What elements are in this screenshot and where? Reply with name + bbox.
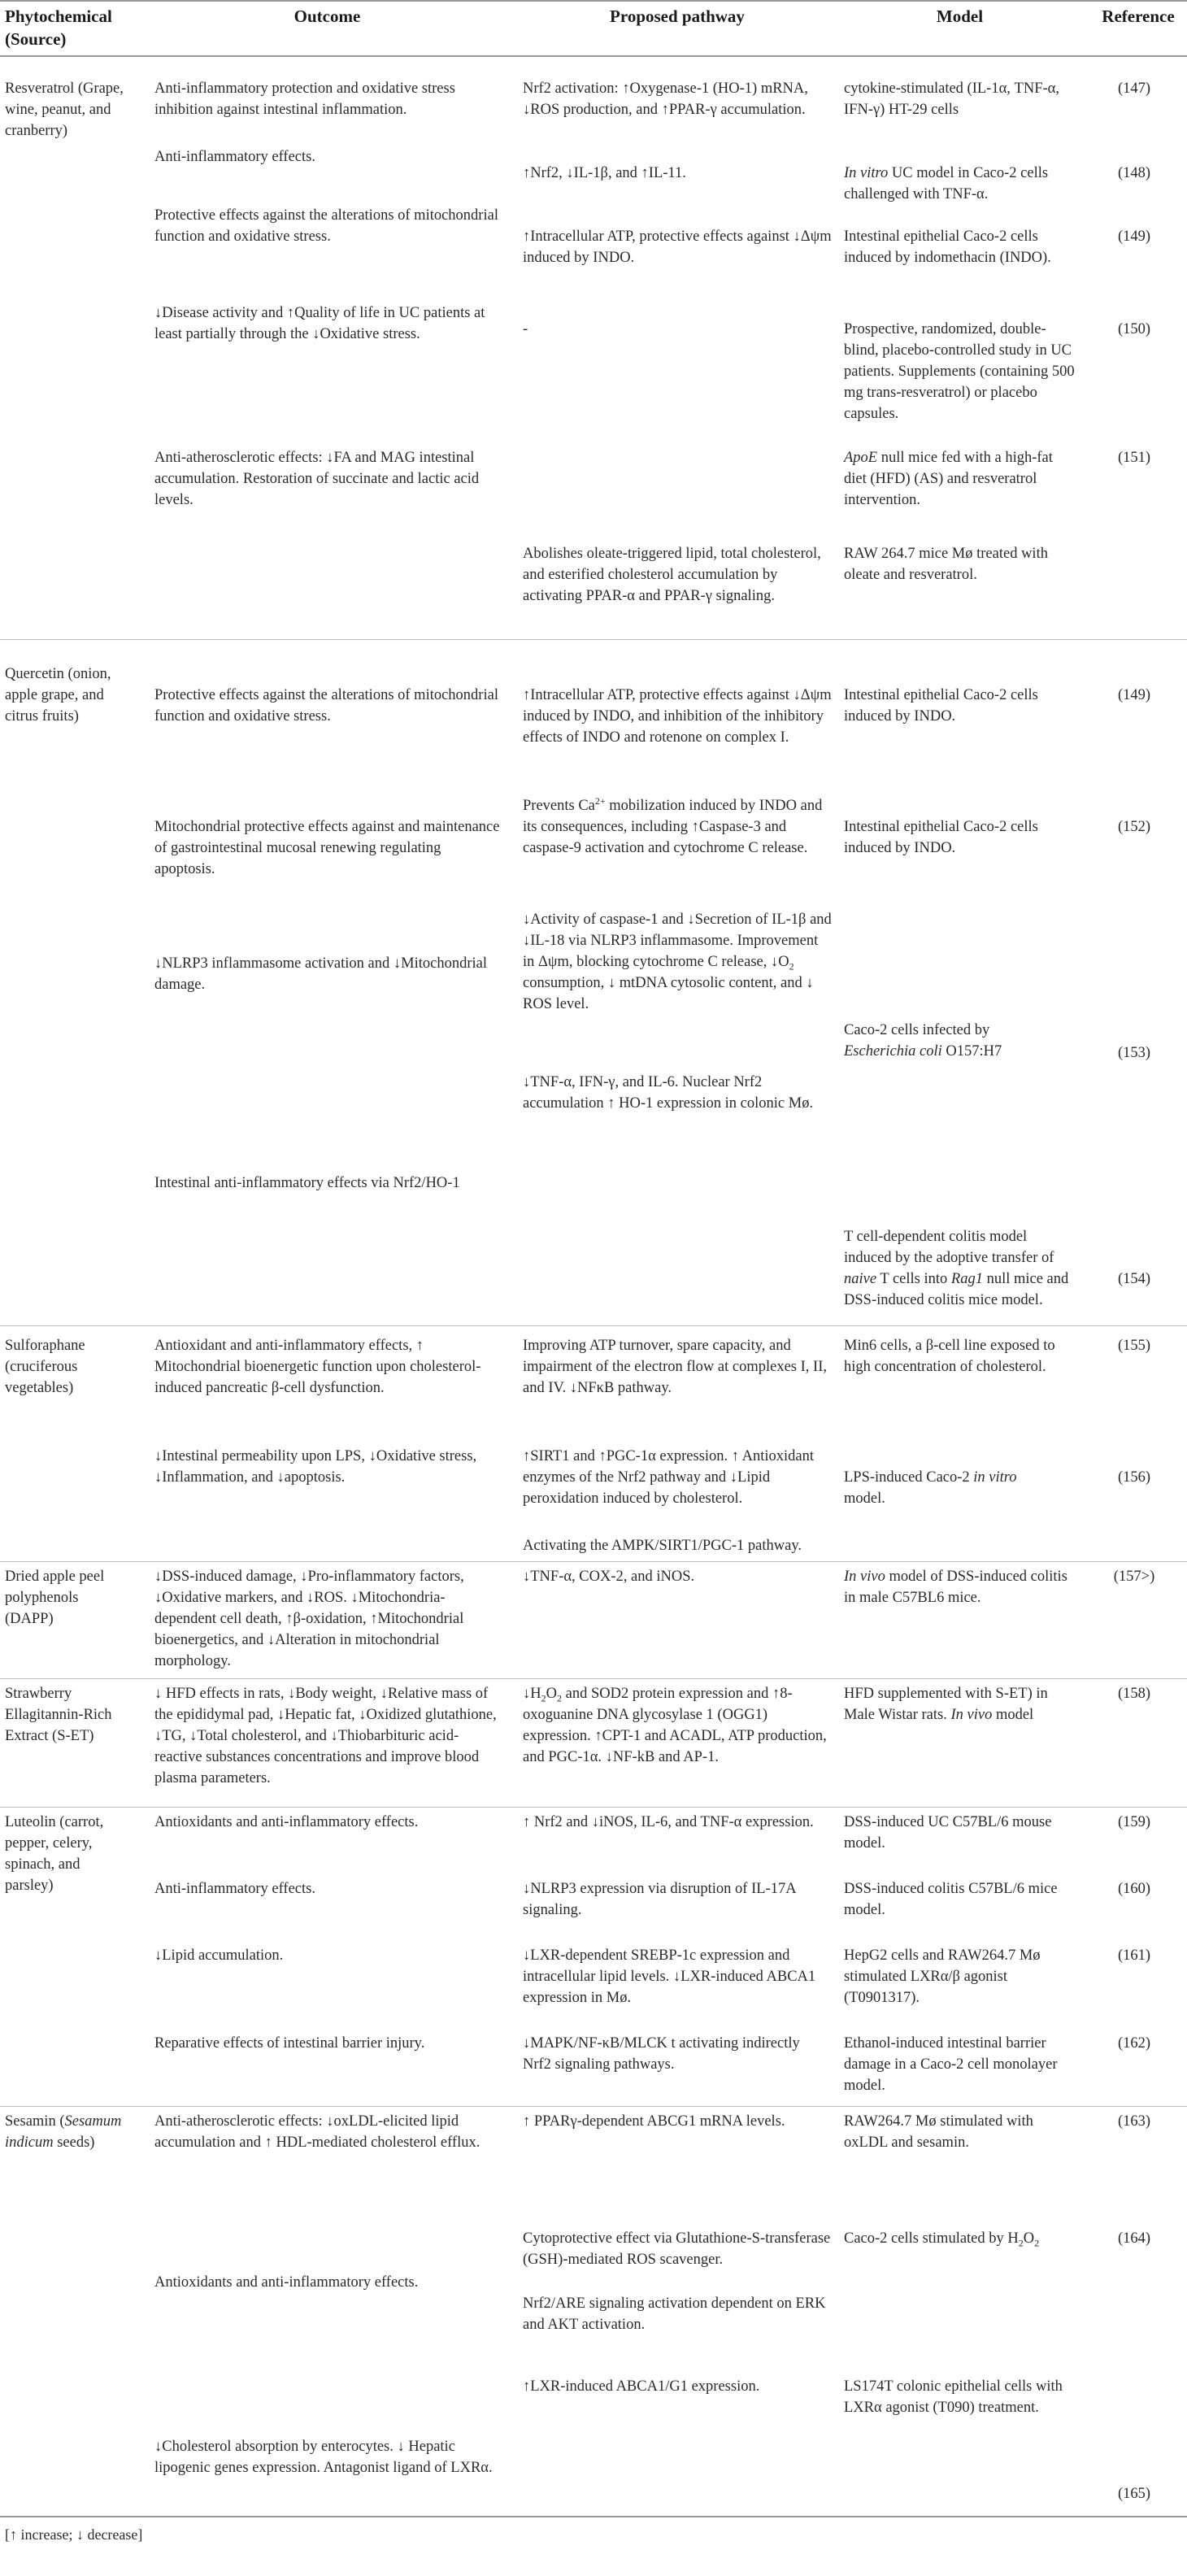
- outcome-cell: ↓ HFD effects in rats, ↓Body weight, ↓Relative mass of the epididymal pad, ↓Hepatic fat, ↓Oxidized glutathione, ↓TG, ↓Total cholesterol, and ↓Thiobarbituric acid-reactive substances concentrations and improve blood plasma parameters.: [154, 1686, 497, 1786]
- pathway-cell: ↓LXR-dependent SREBP-1c expression and intracellular lipid levels. ↓LXR-induced ABCA1 expression in Mø.: [523, 1947, 816, 2006]
- model-cell: RAW 264.7 mice Mø treated with oleate and resveratrol.: [844, 546, 1048, 583]
- outcome-cell: ↓Disease activity and ↑Quality of life in UC patients at least partially through the ↓Oxidative stress.: [154, 305, 485, 342]
- model-text: UC model in Caco-2 cells challenged with TNF-α.: [844, 165, 1049, 202]
- pathway-text: and SOD2 protein expression and ↑8-oxoguanine DNA glycosylase 1 (OGG1) expression. ↑CPT-1 and ACADL, ATP production, and PGC-1α. ↓NF-kB and AP-1.: [523, 1686, 827, 1765]
- reference-cell: (154): [1117, 1271, 1151, 1287]
- reference-cell: (147): [1117, 80, 1151, 97]
- pathway-cell: ↑Nrf2, ↓IL-1β, and ↑IL-11.: [523, 165, 686, 181]
- model-cell: [844, 1683, 1076, 1725]
- table-bottom-border: [0, 2516, 1187, 2517]
- phytochemical-sesamin: [5, 2111, 127, 2153]
- pathway-cell: ↓NLRP3 expression via disruption of IL-17A signaling.: [523, 1881, 796, 1918]
- model-text: T cell-dependent colitis model induced by the adoptive transfer of: [844, 1229, 1054, 1266]
- row-divider: [0, 1561, 1187, 1562]
- outcome-cell: Mitochondrial protective effects against and maintenance of gastrointestinal mucosal renewing regulating apoptosis.: [154, 819, 500, 877]
- row-divider: [0, 2106, 1187, 2107]
- pathway-cell: Abolishes oleate-triggered lipid, total cholesterol, and esterified cholesterol accumulation by activating PPAR-α and PPAR-γ signaling.: [523, 546, 821, 604]
- pathway-text: Prevents Ca: [523, 798, 595, 814]
- reference-cell: (148): [1117, 165, 1151, 181]
- pathway-cell: -: [523, 321, 528, 337]
- model-cell: [844, 163, 1076, 205]
- italic-text: ApoE: [844, 450, 878, 466]
- subscript: 2: [1018, 2237, 1024, 2249]
- outcome-cell: ↓DSS-induced damage, ↓Pro-inflammatory factors, ↓Oxidative markers, and ↓ROS. ↓Mitochondria-dependent cell death, ↑β-oxidation, ↑Mitochondrial bioenergetics, and ↓Alteration in mitochondrial morphology.: [154, 1569, 464, 1669]
- pathway-cell: ↑Intracellular ATP, protective effects against ↓Δψm induced by INDO.: [523, 228, 832, 266]
- header-phytochemical: Phytochemical (Source): [5, 7, 112, 49]
- outcome-cell: ↓Cholesterol absorption by enterocytes. ↓ Hepatic lipogenic genes expression. Antagonist ligand of LXRα.: [154, 2439, 493, 2476]
- phytochemical-luteolin: Luteolin (carrot, pepper, celery, spinach, and parsley): [5, 1814, 104, 1894]
- reference-cell: (149): [1117, 228, 1151, 245]
- italic-text: naive: [844, 1271, 877, 1287]
- model-text: T cells into: [880, 1271, 948, 1287]
- model-cell: Intestinal epithelial Caco-2 cells induced by indomethacin (INDO).: [844, 228, 1051, 266]
- pathway-text: O: [546, 1686, 557, 1702]
- phytochemical-quercetin: Quercetin (onion, apple grape, and citrus fruits): [5, 666, 111, 724]
- reference-cell: (157>): [1113, 1569, 1155, 1585]
- model-text: Caco-2 cells infected by: [844, 1022, 990, 1038]
- subscript: 2: [541, 1692, 546, 1704]
- model-cell: [844, 1020, 1076, 1062]
- italic-text: In vivo: [844, 1569, 885, 1585]
- header-pathway: Proposed pathway: [610, 7, 745, 26]
- model-cell: Intestinal epithelial Caco-2 cells induced by INDO.: [844, 687, 1038, 724]
- pathway-cell: Nrf2 activation: ↑Oxygenase-1 (HO-1) mRNA, ↓ROS production, and ↑PPAR-γ accumulation.: [523, 80, 808, 118]
- table-top-border: [0, 0, 1187, 2]
- outcome-cell: Anti-inflammatory protection and oxidative stress inhibition against intestinal inflammation.: [154, 80, 455, 118]
- model-cell: Intestinal epithelial Caco-2 cells induced by INDO.: [844, 819, 1038, 856]
- outcome-cell: Anti-inflammatory effects.: [154, 1881, 315, 1897]
- outcome-cell: Anti-inflammatory effects.: [154, 149, 315, 165]
- pathway-text: mobilization induced by INDO and its consequences, including ↑Caspase-3 and caspase-9 activation and cytochrome C release.: [523, 798, 823, 856]
- superscript: 2+: [594, 794, 606, 807]
- phytochemical-text: Sesamin (: [5, 2113, 65, 2130]
- model-text: model: [995, 1707, 1034, 1723]
- header-reference: Reference: [1102, 7, 1175, 26]
- outcome-cell: ↓NLRP3 inflammasome activation and ↓Mitochondrial damage.: [154, 955, 487, 993]
- model-text: LPS-induced Caco-2: [844, 1469, 970, 1486]
- outcome-cell: Anti-atherosclerotic effects: ↓FA and MAG intestinal accumulation. Restoration of succinate and lactic acid levels.: [154, 450, 480, 508]
- outcome-cell: ↓Intestinal permeability upon LPS, ↓Oxidative stress, ↓Inflammation, and ↓apoptosis.: [154, 1448, 477, 1486]
- outcome-cell: Protective effects against the alterations of mitochondrial function and oxidative stress.: [154, 687, 498, 724]
- outcome-cell: ↓Lipid accumulation.: [154, 1947, 284, 1964]
- subscript: 2: [1034, 2237, 1040, 2249]
- phytochemical-sulforaphane: Sulforaphane (cruciferous vegetables): [5, 1338, 85, 1396]
- pathway-cell: ↑SIRT1 and ↑PGC-1α expression. ↑ Antioxidant enzymes of the Nrf2 pathway and ↓Lipid peroxidation induced by cholesterol.: [523, 1448, 815, 1507]
- reference-cell: (152): [1117, 819, 1151, 835]
- pathway-cell: Nrf2/ARE signaling activation dependent on ERK and AKT activation.: [523, 2295, 826, 2333]
- pathway-text: consumption, ↓ mtDNA cytosolic content, and ↓ ROS level.: [523, 975, 814, 1012]
- outcome-cell: Protective effects against the alterations of mitochondrial function and oxidative stress.: [154, 207, 498, 245]
- reference-cell: (155): [1117, 1338, 1151, 1354]
- model-cell: HepG2 cells and RAW264.7 Mø stimulated LXRα/β agonist (T0901317).: [844, 1947, 1041, 2006]
- footnote: [↑ increase; ↓ decrease]: [5, 2526, 143, 2543]
- reference-cell: (153): [1117, 1045, 1151, 1061]
- model-cell: [844, 1467, 1076, 1509]
- pathway-cell: Activating the AMPK/SIRT1/PGC-1 pathway.: [523, 1538, 802, 1554]
- model-text: model.: [844, 1490, 885, 1507]
- model-cell: Min6 cells, a β-cell line exposed to high concentration of cholesterol.: [844, 1338, 1055, 1375]
- pathway-cell: Cytoprotective effect via Glutathione-S-transferase (GSH)-mediated ROS scavenger.: [523, 2230, 831, 2268]
- pathway-cell: Improving ATP turnover, spare capacity, and impairment of the electron flow at complexes I, II, and IV. ↓NFκB pathway.: [523, 1338, 827, 1396]
- model-text: null mice and DSS-induced colitis mice model.: [844, 1271, 1069, 1308]
- pathway-text: ↓H: [523, 1686, 541, 1702]
- row-divider: [0, 1807, 1187, 1808]
- phytochemical-dapp: Dried apple peel polyphenols (DAPP): [5, 1569, 105, 1627]
- outcome-cell: Antioxidants and anti-inflammatory effects.: [154, 1814, 419, 1830]
- italic-text: In vitro: [844, 165, 889, 181]
- row-divider: [0, 1325, 1187, 1326]
- reference-cell: (159): [1117, 1814, 1151, 1830]
- row-divider: [0, 639, 1187, 640]
- model-cell: Prospective, randomized, double-blind, placebo-controlled study in UC patients. Supplements (containing 500 mg trans-resveratrol) or placebo capsules.: [844, 321, 1075, 422]
- header-divider: [0, 55, 1187, 57]
- model-text: model of DSS-induced colitis in male C57BL6 mice.: [844, 1569, 1067, 1606]
- pathway-cell: ↓TNF-α, IFN-γ, and IL-6. Nuclear Nrf2 accumulation ↑ HO-1 expression in colonic Mø.: [523, 1074, 814, 1112]
- header-model: Model: [936, 7, 984, 26]
- pathway-cell: ↑ PPARγ-dependent ABCG1 mRNA levels.: [523, 2113, 785, 2130]
- phytochemical-strawberry: Strawberry Ellagitannin-Rich Extract (S-ET): [5, 1686, 112, 1744]
- pathway-cell: ↑Intracellular ATP, protective effects against ↓Δψm induced by INDO, and inhibition of the inhibitory effects of INDO and rotenone on complex I.: [523, 687, 832, 746]
- pathway-cell: [523, 795, 832, 859]
- italic-text: Sesamum indicum: [5, 2113, 122, 2151]
- model-text: Caco-2 cells stimulated by H: [844, 2230, 1019, 2247]
- pathway-cell: ↓MAPK/NF-κB/MLCK t activating indirectly Nrf2 signaling pathways.: [523, 2035, 800, 2073]
- pathway-cell: ↑ Nrf2 and ↓iNOS, IL-6, and TNF-α expression.: [523, 1814, 814, 1830]
- model-text: O: [1023, 2230, 1035, 2247]
- model-cell: DSS-induced colitis C57BL/6 mice model.: [844, 1881, 1058, 1918]
- outcome-cell: Antioxidant and anti-inflammatory effects, ↑ Mitochondrial bioenergetic function upon cholesterol-induced pancreatic β-cell dysfunction.: [154, 1338, 481, 1396]
- italic-text: In vivo: [950, 1707, 993, 1723]
- pathway-cell: [523, 1683, 832, 1768]
- reference-cell: (149): [1117, 687, 1151, 703]
- header-outcome: Outcome: [293, 7, 361, 26]
- model-cell: [844, 2228, 1076, 2249]
- model-cell: [844, 1566, 1076, 1608]
- reference-cell: (163): [1117, 2113, 1151, 2130]
- model-cell: DSS-induced UC C57BL/6 mouse model.: [844, 1814, 1052, 1852]
- reference-cell: (150): [1117, 321, 1151, 337]
- outcome-cell: Anti-atherosclerotic effects: ↓oxLDL-elicited lipid accumulation and ↑ HDL-mediated cholesterol efflux.: [154, 2113, 480, 2151]
- pathway-text: ↓Activity of caspase-1 and ↓Secretion of IL-1β and ↓IL-18 via NLRP3 inflammasome. Improvement in Δψm, blocking cytochrome C release, ↓O: [523, 912, 832, 970]
- model-cell: [844, 447, 1076, 511]
- reference-cell: (156): [1117, 1469, 1151, 1486]
- reference-cell: (151): [1117, 450, 1151, 466]
- phytochemical-resveratrol: Resveratrol (Grape, wine, peanut, and cranberry): [5, 80, 124, 139]
- phytochemical-text: seeds): [53, 2134, 95, 2151]
- reference-cell: (165): [1117, 2486, 1151, 2502]
- subscript: 2: [789, 960, 794, 973]
- reference-cell: (160): [1117, 1881, 1151, 1897]
- outcome-cell: Intestinal anti-inflammatory effects via Nrf2/HO-1: [154, 1175, 460, 1191]
- pathway-cell: ↑LXR-induced ABCA1/G1 expression.: [523, 2378, 760, 2395]
- italic-text: Escherichia coli: [844, 1043, 942, 1060]
- reference-cell: (162): [1117, 2035, 1151, 2052]
- row-divider: [0, 1678, 1187, 1679]
- model-cell: RAW264.7 Mø stimulated with oxLDL and sesamin.: [844, 2113, 1033, 2151]
- pathway-cell: ↓TNF-α, COX-2, and iNOS.: [523, 1569, 695, 1585]
- model-cell: [844, 1226, 1076, 1311]
- pathway-cell: [523, 909, 832, 1015]
- model-cell: LS174T colonic epithelial cells with LXRα agonist (T090) treatment.: [844, 2378, 1063, 2416]
- model-cell: cytokine-stimulated (IL-1α, TNF-α, IFN-γ) HT-29 cells: [844, 80, 1059, 118]
- model-text: HFD supplemented with S-ET) in Male Wistar rats.: [844, 1686, 1048, 1723]
- outcome-cell: Antioxidants and anti-inflammatory effects.: [154, 2274, 419, 2291]
- reference-cell: (158): [1117, 1686, 1151, 1702]
- reference-cell: (161): [1117, 1947, 1151, 1964]
- subscript: 2: [557, 1692, 562, 1704]
- model-cell: Ethanol-induced intestinal barrier damage in a Caco-2 cell monolayer model.: [844, 2035, 1058, 2094]
- model-text: null mice fed with a high-fat diet (HFD) (AS) and resveratrol intervention.: [844, 450, 1053, 508]
- model-text: O157:H7: [946, 1043, 1002, 1060]
- reference-cell: (164): [1117, 2230, 1151, 2247]
- outcome-cell: Reparative effects of intestinal barrier injury.: [154, 2035, 425, 2052]
- italic-text: in vitro: [973, 1469, 1017, 1486]
- italic-text: Rag1: [950, 1271, 983, 1287]
